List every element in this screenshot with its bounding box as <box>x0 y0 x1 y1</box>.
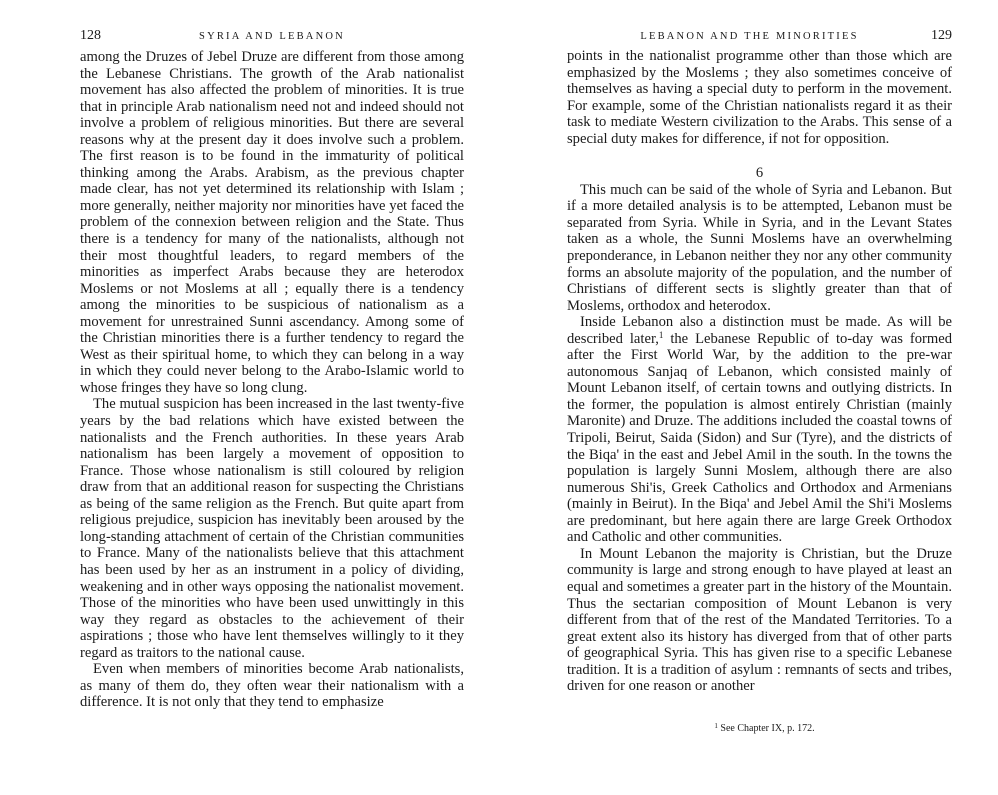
left-paragraph-2: The mutual suspicion has been increased in the last twenty-five years by the bad relations which have existed between the nationalists and the French authorities. In these years Arab nationalism has been largely a movement of opposition to France. Those whose nationalism is still coloured by religion draw from that an additional reason for suspecting the Christians as being of the same religion as the French. But quite apart from religious prejudice, suspicion has inevitably been aroused by the long-standing attachment of certain of the Christian communities to France. Many of the nationalists believe that this attachment has been used by her as an instrument in a policy of dividing, weakening and in other ways opposing the nationalist movement. Those of the minorities who have been used unwittingly in this way they regard as obstacles to the achievement of their aspirations ; those who have lent themselves willingly to it they regard as traitors to the national cause. <box>80 396 464 661</box>
left-body-text <box>80 49 464 711</box>
section-number: 6 <box>755 165 764 182</box>
right-running-header <box>567 28 952 44</box>
left-running-header <box>80 28 464 44</box>
right-paragraph-1: This much can be said of the whole of Syria and Lebanon. But if a more detailed analysis is to be attempted, Lebanon must be separated from Syria. While in Syria, and in the Levant States taken as a whole, the Sunni Moslems have an overwhelming preponderance, in Lebanon neither they nor any other community forms an absolute majority of the population, and the number of Christians of different sects is slightly greater than that of Moslems, orthodox and heterodox. <box>567 181 952 314</box>
footnote-text: See Chapter IX, p. 172. <box>720 723 815 734</box>
right-paragraph-2 <box>567 314 952 546</box>
right-page-number: 129 <box>931 28 952 43</box>
footnote <box>567 723 952 735</box>
right-running-title: LEBANON AND THE MINORITIES <box>640 31 859 42</box>
right-body-text <box>567 48 952 695</box>
left-page-number: 128 <box>80 28 101 43</box>
right-page <box>499 0 998 795</box>
left-paragraph-3: Even when members of minorities become Arab nationalists, as many of them do, they often wear their nationalism with a difference. It is not only that they tend to emphasize <box>80 661 464 711</box>
footnote-reference: 1 <box>658 329 664 340</box>
right-continuation-paragraph: points in the nationalist programme other than those which are emphasized by the Moslems ; they also sometimes conceive of themselves as having a special duty to perform in the movement. For example, some of the Christian nationalists regard it as their task to mediate Western civilization to the Arabs. This sense of a special duty makes for difference, if not for opposition. <box>567 48 952 147</box>
right-paragraph-3: In Mount Lebanon the majority is Christian, but the Druze community is large and strong enough to have played at least an equal and sometimes a greater part in the history of the Mountain. Thus the sectarian composition of Mount Lebanon is very different from that of the rest of the Mandated Territories. To a great extent also its history has diverged from that of other parts of geographical Syria. This has given rise to a specific Lebanese tradition. It is a tradition of asylum : remnants of sects and tribes, driven for one reason or another <box>567 545 953 695</box>
left-paragraph-1: among the Druzes of Jebel Druze are different from those among the Lebanese Christians. The growth of the Arab nationalist movement has also affected the problem of minorities. It is true that in principle Arab nationalism need not and indeed should not involve a problem of religious minorities. But there are several reasons why at the present day it does involve such a problem. The first reason is to be found in the immaturity of political thinking among the Arabs. Arabism, as the previous chapter made clear, has not yet determined its relationship with Islam ; more generally, neither majority nor minorities have yet faced the problem of the connexion between religion and the State. Thus there is a tendency for many of the nationalists, although not their most thoughtful leaders, to regard members of the minorities as imperfect Arabs because they are heterodox Moslems or not Moslems at all ; equally there is a tendency among the minorities to be suspicious of nationalism as a movement for unrestrained Sunni ascendancy. Among some of the Christian minorities there is a further tendency to regard the West as their spiritual home, to which they can belong in a way in which they could never belong to the Arabo-Islamic world to whose fringes they have so long clung. <box>80 49 464 396</box>
right-paragraph-2-rest: the Lebanese Republic of to-day was formed after the First World War, by the addition to the pre-war autonomous Sanjaq of Lebanon, which consisted mainly of Mount Lebanon itself, of certain towns and outlying districts. In the former, the population is almost entirely Christian (mainly Maronite) and Druze. The additions included the coastal towns of Tripoli, Beirut, Saida (Sidon) and Sur (Tyre), and the districts of the Biqa' in the east and Jebel Amil in the south. In the towns the population is largely Sunni Moslem, although there are also numerous Shi'is, Greek Catholics and Orthodox and Armenians (mainly in Beirut). In the Biqa' and Jebel Amil the Shi'i Moslems are predominant, but here again there are large Greek Orthodox and Catholic and other communities. <box>567 330 952 546</box>
left-running-title: SYRIA AND LEBANON <box>199 31 345 42</box>
right-paragraph-2-start: Inside Lebanon also a distinction must be made. As will be described later, <box>567 314 952 347</box>
footnote-marker: 1 <box>714 722 718 730</box>
